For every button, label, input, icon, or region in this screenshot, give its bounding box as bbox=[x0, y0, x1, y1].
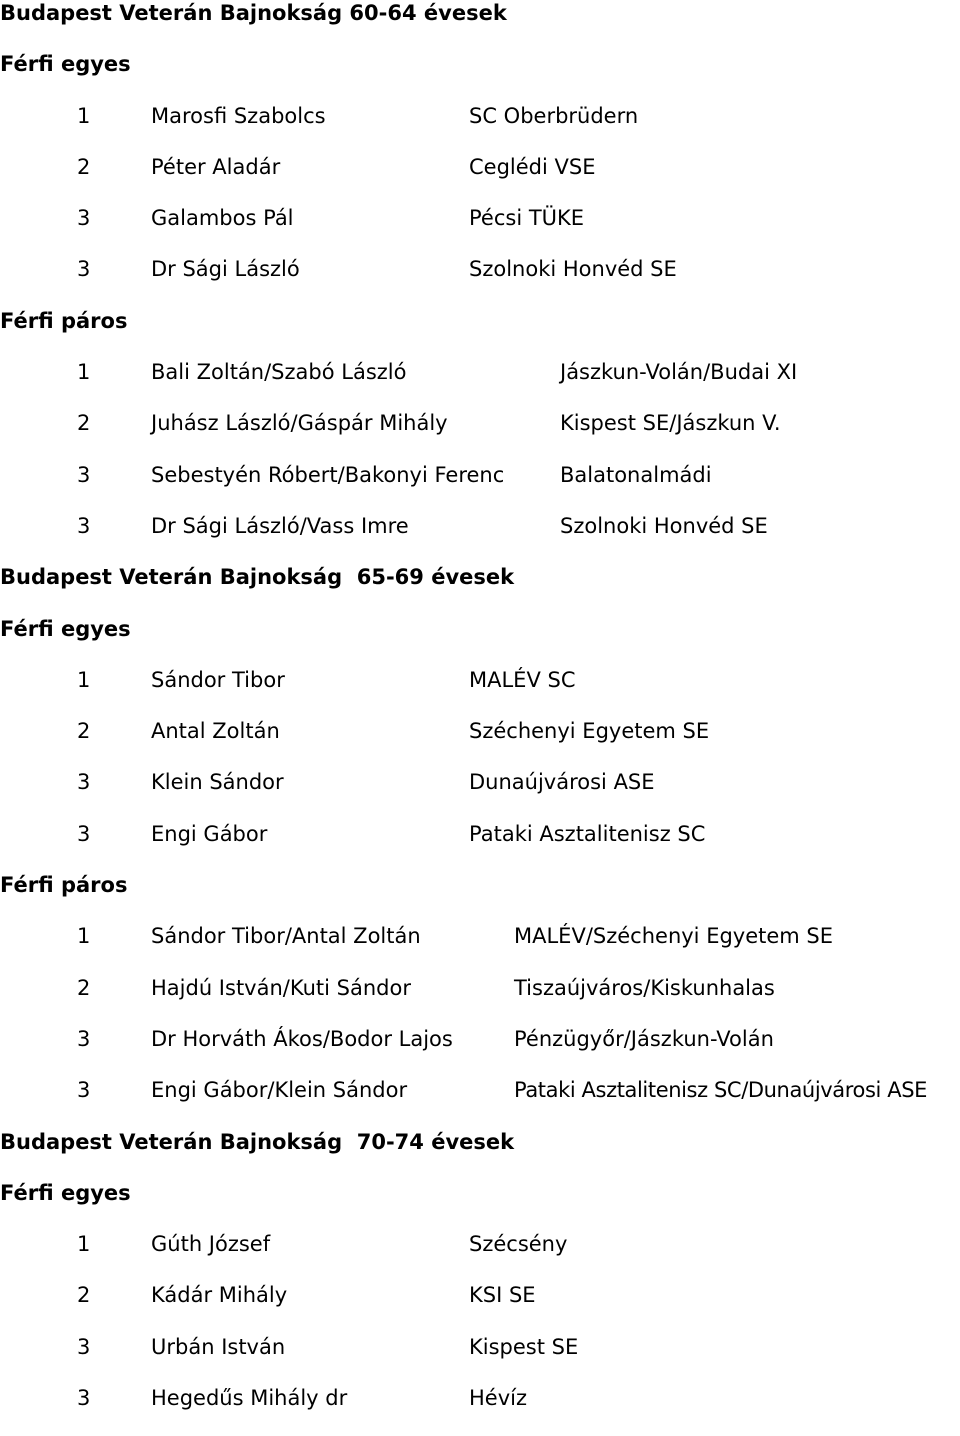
rank: 3 bbox=[77, 1078, 91, 1103]
player-name: Marosfi Szabolcs bbox=[151, 103, 326, 128]
player-name: Dr Sági László bbox=[151, 257, 300, 282]
club-name: Pécsi TÜKE bbox=[469, 206, 585, 231]
club-name: Pataki Asztalitenisz SC/Dunaújvárosi ASE bbox=[514, 1078, 928, 1103]
player-name: Gúth József bbox=[151, 1232, 271, 1257]
result-row bbox=[0, 1077, 960, 1128]
result-row bbox=[0, 103, 960, 154]
rank: 3 bbox=[77, 513, 91, 538]
result-row bbox=[0, 923, 960, 974]
club-name: Szolnoki Honvéd SE bbox=[560, 513, 768, 538]
result-row bbox=[0, 410, 960, 461]
club-name: Tiszaújváros/Kiskunhalas bbox=[514, 975, 775, 1000]
result-row bbox=[0, 975, 960, 1026]
club-name: Kispest SE bbox=[469, 1334, 579, 1359]
rank: 2 bbox=[77, 411, 91, 436]
rank: 3 bbox=[77, 1026, 91, 1051]
section-title: Budapest Veterán Bajnokság 65-69 évesek bbox=[0, 565, 515, 590]
club-name: Hévíz bbox=[469, 1386, 527, 1411]
player-name: Dr Horváth Ákos/Bodor Lajos bbox=[151, 1026, 453, 1051]
group-label: Férfi egyes bbox=[0, 1180, 131, 1205]
group-label: Férfi egyes bbox=[0, 52, 131, 77]
rank: 2 bbox=[77, 1283, 91, 1308]
section-title: Budapest Veterán Bajnokság 70-74 évesek bbox=[0, 1129, 515, 1154]
club-name: Széchenyi Egyetem SE bbox=[469, 719, 710, 744]
rank: 1 bbox=[77, 103, 91, 128]
player-name: Péter Aladár bbox=[151, 154, 281, 179]
club-name: MALÉV SC bbox=[469, 667, 576, 692]
player-name: Bali Zoltán/Szabó László bbox=[151, 360, 407, 385]
player-name: Dr Sági László/Vass Imre bbox=[151, 513, 409, 538]
result-row bbox=[0, 154, 960, 205]
result-row bbox=[0, 1231, 960, 1282]
result-row bbox=[0, 1334, 960, 1385]
result-row bbox=[0, 205, 960, 256]
group-label: Férfi páros bbox=[0, 873, 128, 898]
rank: 2 bbox=[77, 975, 91, 1000]
player-name: Sebestyén Róbert/Bakonyi Ferenc bbox=[151, 462, 505, 487]
rank: 3 bbox=[77, 462, 91, 487]
rank: 1 bbox=[77, 1232, 91, 1257]
rank: 3 bbox=[77, 257, 91, 282]
result-row bbox=[0, 769, 960, 820]
club-name: Kispest SE/Jászkun V. bbox=[560, 411, 781, 436]
player-name: Hajdú István/Kuti Sándor bbox=[151, 975, 411, 1000]
player-name: Antal Zoltán bbox=[151, 719, 280, 744]
player-name: Sándor Tibor/Antal Zoltán bbox=[151, 924, 421, 949]
player-name: Hegedűs Mihály dr bbox=[151, 1386, 348, 1411]
club-name: Ceglédi VSE bbox=[469, 154, 596, 179]
rank: 2 bbox=[77, 154, 91, 179]
club-name: Szolnoki Honvéd SE bbox=[469, 257, 677, 282]
club-name: MALÉV/Széchenyi Egyetem SE bbox=[514, 924, 834, 949]
rank: 3 bbox=[77, 770, 91, 795]
club-name: SC Oberbrüdern bbox=[469, 103, 639, 128]
club-name: Dunaújvárosi ASE bbox=[469, 770, 655, 795]
player-name: Galambos Pál bbox=[151, 206, 294, 231]
player-name: Kádár Mihály bbox=[151, 1283, 288, 1308]
rank: 2 bbox=[77, 719, 91, 744]
player-name: Sándor Tibor bbox=[151, 667, 285, 692]
player-name: Urbán István bbox=[151, 1334, 286, 1359]
result-row bbox=[0, 718, 960, 769]
result-row bbox=[0, 256, 960, 307]
club-name: Jászkun-Volán/Budai XI bbox=[560, 360, 798, 385]
rank: 1 bbox=[77, 360, 91, 385]
rank: 1 bbox=[77, 924, 91, 949]
group-label: Férfi páros bbox=[0, 308, 128, 333]
result-row bbox=[0, 821, 960, 872]
club-name: Pataki Asztalitenisz SC bbox=[469, 821, 706, 846]
player-name: Engi Gábor/Klein Sándor bbox=[151, 1078, 408, 1103]
rank: 3 bbox=[77, 821, 91, 846]
club-name: KSI SE bbox=[469, 1283, 536, 1308]
rank: 3 bbox=[77, 1334, 91, 1359]
rank: 3 bbox=[77, 1386, 91, 1411]
player-name: Engi Gábor bbox=[151, 821, 268, 846]
result-row bbox=[0, 513, 960, 564]
club-name: Szécsény bbox=[469, 1232, 568, 1257]
club-name: Pénzügyőr/Jászkun-Volán bbox=[514, 1026, 774, 1051]
result-row bbox=[0, 462, 960, 513]
result-row bbox=[0, 359, 960, 410]
club-name: Balatonalmádi bbox=[560, 462, 712, 487]
group-label: Férfi egyes bbox=[0, 616, 131, 641]
result-row bbox=[0, 667, 960, 718]
player-name: Juhász László/Gáspár Mihály bbox=[151, 411, 448, 436]
section-title: Budapest Veterán Bajnokság 60-64 évesek bbox=[0, 1, 507, 25]
result-row bbox=[0, 1282, 960, 1333]
rank: 1 bbox=[77, 667, 91, 692]
result-row bbox=[0, 1026, 960, 1077]
rank: 3 bbox=[77, 206, 91, 231]
player-name: Klein Sándor bbox=[151, 770, 284, 795]
